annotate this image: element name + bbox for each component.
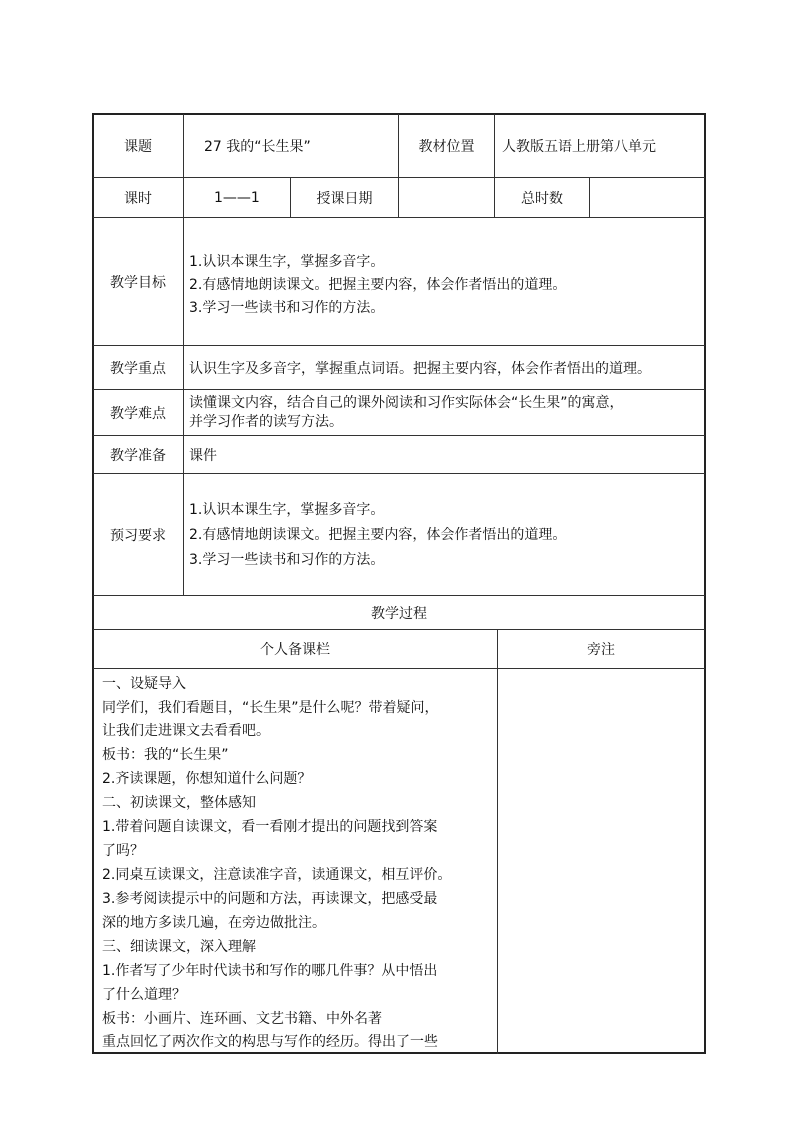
process-line: 深的地方多读几遍，在旁边做批注。: [102, 915, 326, 931]
label-period: 课时: [124, 190, 152, 207]
label-preparation: 教学准备: [110, 447, 166, 464]
preview-line: 3.学习一些读书和习作的方法。: [189, 552, 385, 568]
process-line: 一、设疑导入: [102, 676, 186, 692]
process-line: 3.参考阅读提示中的问题和方法，再读课文，把感受最: [102, 891, 438, 907]
process-title: 教学过程: [371, 605, 427, 622]
process-line: 板书：小画片、连环画、文艺书籍、中外名著: [102, 1011, 382, 1027]
preview-line: 1.认识本课生字，掌握多音字。: [189, 502, 385, 518]
process-line: 二、初读课文，整体感知: [102, 795, 256, 811]
difficulties-content: [189, 390, 704, 435]
column-divider: [497, 629, 498, 1054]
difficulty-line: 并学习作者的读写方法。: [189, 413, 343, 430]
process-line: 了吗？: [102, 843, 144, 859]
preview-line: 2.有感情地朗读课文。把握主要内容，体会作者悟出的道理。: [189, 527, 567, 543]
label-date: 授课日期: [316, 190, 373, 207]
process-line: 重点回忆了两次作文的构思与写作的经历。得出了一些: [102, 1034, 438, 1050]
preparation-text: 课件: [189, 447, 217, 464]
date-value: [399, 178, 494, 217]
col-header-main: 个人备课栏: [260, 642, 330, 658]
period-value: 1——1: [214, 189, 260, 206]
label-location: 教材位置: [418, 138, 475, 155]
process-line: 板书：我的“长生果”: [102, 747, 229, 763]
column-divider: [183, 114, 184, 595]
label-goals: 教学目标: [110, 274, 166, 291]
goal-line: 2.有感情地朗读课文。把握主要内容，体会作者悟出的道理。: [189, 277, 567, 293]
process-line: 2.齐读课题，你想知道什么问题？: [102, 771, 312, 787]
process-line: 了什么道理？: [102, 987, 186, 1003]
process-line: 1.作者写了少年时代读书和写作的哪几件事？从中悟出: [102, 963, 438, 979]
label-difficulties: 教学难点: [110, 405, 166, 422]
goal-line: 3.学习一些读书和习作的方法。: [189, 300, 385, 316]
process-line: 1.带着问题自读课文，看一看刚才提出的问题找到答案: [102, 819, 438, 835]
label-topic: 课题: [124, 138, 152, 155]
label-key-points: 教学重点: [110, 360, 166, 377]
total-value: [590, 178, 704, 217]
process-line: 三、细读课文，深入理解: [102, 939, 256, 955]
difficulty-line: 读懂课文内容，结合自己的课外阅读和习作实际体会“长生果”的寓意，: [189, 394, 624, 411]
label-total: 总时数: [521, 190, 563, 207]
row-divider: [93, 668, 705, 669]
goal-line: 1.认识本课生字，掌握多音字。: [189, 254, 385, 270]
goals-content: [189, 218, 703, 345]
location-value: 人教版五语上册第八单元: [502, 138, 656, 155]
col-header-notes: 旁注: [587, 642, 615, 658]
process-line: 2.同桌互读课文，注意读准字音，读通课文，相互评价。: [102, 867, 452, 883]
key-points-text: 认识生字及多音字，掌握重点词语。把握主要内容，体会作者悟出的道理。: [189, 360, 651, 377]
preview-content: [189, 474, 704, 595]
topic-value: 27 我的“长生果”: [204, 138, 311, 155]
process-line: 让我们走进课文去看看吧。: [102, 723, 270, 739]
process-line: 同学们，我们看题目，“长生果”是什么呢？带着疑问，: [102, 700, 439, 716]
label-preview: 预习要求: [110, 527, 166, 544]
